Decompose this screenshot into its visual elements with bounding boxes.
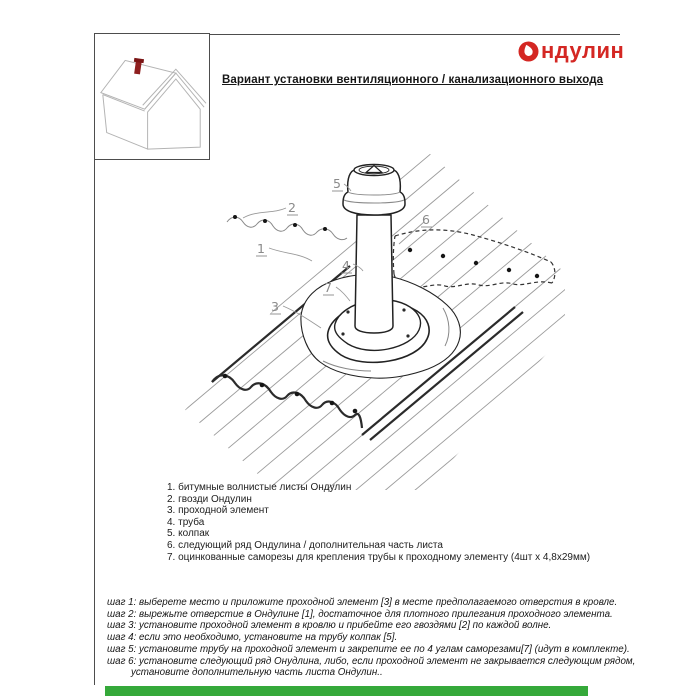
logo-text: ндулин	[541, 38, 625, 63]
screw-dot	[346, 310, 349, 313]
step-line: шаг 6: установите следующий ряд Онудлина, либо, если проходной элемент не закрывается следующим рядом,	[107, 655, 636, 667]
overlap-wavy-edge	[227, 217, 347, 240]
nail-dot	[330, 401, 335, 406]
nail-dot	[233, 215, 237, 219]
vent-pipe	[355, 215, 393, 333]
nail-dot	[293, 223, 297, 227]
screw-dot	[402, 308, 405, 311]
screw-dot	[341, 332, 344, 335]
parts-list-item: 3. проходной элемент	[167, 505, 269, 517]
house-left-wall	[103, 95, 148, 150]
parts-list-item: 1. битумные волнистые листы Ондулин	[167, 482, 352, 493]
step-line-continuation: установите дополнительную часть листа Ондулин..	[131, 667, 383, 679]
step-line: шаг 4: если это необходимо, установите на трубу колпак [5].	[107, 632, 398, 644]
nail-dot	[263, 219, 267, 223]
page-title: Вариант установки вентиляционного / канализационного выхода	[222, 74, 604, 86]
callout-2: 2	[288, 200, 296, 215]
roof-pipe-marker-icon	[132, 58, 144, 75]
leader-1	[269, 248, 312, 261]
parts-list-item: 5. колпак	[167, 528, 210, 540]
footer-green-bar	[105, 686, 588, 696]
nail-dot	[353, 409, 358, 414]
parts-list-item: 6. следующий ряд Ондулина / дополнительная часть листа	[167, 539, 443, 551]
brand-logo	[517, 39, 624, 62]
parts-list-item: 7. оцинкованные саморезы для крепления трубы к проходному элементу (4шт х 4,8х29мм)	[167, 551, 591, 563]
leader-6	[399, 222, 424, 244]
callout-5: 5	[333, 176, 341, 191]
step-line: шаг 1: выберете место и приложите проходной элемент [3] в месте предполагаемого отверстия в кровле.	[107, 597, 618, 608]
nail-dot	[295, 392, 300, 397]
callout-7: 7	[324, 280, 332, 295]
installation-diagram	[185, 140, 565, 490]
next-row-dashed-outline	[393, 230, 555, 287]
step-line: шаг 5: установите трубу на проходной элемент и закрепите ее по 4 углам саморезами[7] (идут в комплекте).	[107, 643, 630, 655]
header-rule	[209, 34, 620, 35]
pipe-cap	[343, 165, 405, 216]
callout-3: 3	[271, 299, 279, 314]
parts-list-item: 4. труба	[167, 516, 205, 528]
callout-1: 1	[257, 241, 265, 256]
installation-steps	[107, 597, 635, 679]
step-line: шаг 3: установите проходной элемент в кровлю и прибейте его гвоздями [2] по каждой волне.	[107, 620, 552, 632]
house-gable-wall	[148, 79, 201, 149]
callout-4: 4	[342, 258, 350, 273]
sheet-wavy-bottom-edge	[212, 375, 362, 428]
screw-dot	[406, 334, 409, 337]
callout-6: 6	[422, 212, 430, 227]
logo-droplet-o-icon	[517, 39, 540, 62]
parts-list-item: 2. гвозди Ондулин	[167, 493, 252, 505]
nail-dot	[223, 374, 228, 379]
nail-dot	[323, 227, 327, 231]
parts-list	[167, 482, 590, 563]
leader-2	[243, 208, 286, 218]
step-line: шаг 2: вырежьте отверстие в Ондулине [1], достаточное для плотного прилегания проходного элемента.	[107, 608, 613, 620]
nail-dot	[260, 383, 265, 388]
